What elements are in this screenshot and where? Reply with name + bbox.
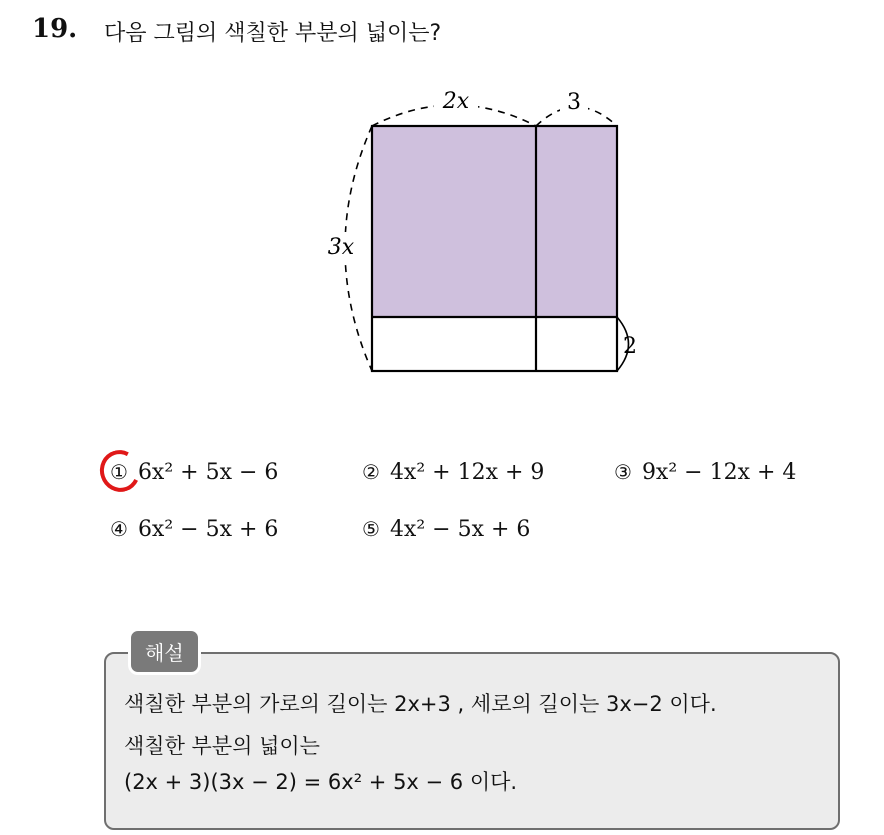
question-number: 19. xyxy=(32,14,78,44)
choice-5[interactable] xyxy=(362,517,530,542)
label-3: 3 xyxy=(567,90,581,115)
solution-line-3: (2x + 3)(3x − 2) = 6x² + 5x − 6 이다. xyxy=(124,770,518,794)
choice-1[interactable] xyxy=(110,460,278,485)
solution-line-2: 색칠한 부분의 넓이는 xyxy=(124,734,320,758)
choice-2[interactable] xyxy=(362,460,544,485)
choice-3-number: ③ xyxy=(614,460,632,484)
label-3x: 3x xyxy=(327,235,355,260)
choice-3[interactable] xyxy=(614,460,796,485)
choice-1-number: ① xyxy=(110,460,128,484)
choice-3-expression: 9x² − 12x + 4 xyxy=(641,460,797,485)
solution-tag: 해설 xyxy=(128,628,201,675)
shaded-region xyxy=(372,126,617,317)
choice-4-number: ④ xyxy=(110,517,128,541)
choice-1-expression: 6x² + 5x − 6 xyxy=(137,460,279,485)
label-2x: 2x xyxy=(442,89,470,114)
choice-5-number: ⑤ xyxy=(362,517,380,541)
choice-4-expression: 6x² − 5x + 6 xyxy=(137,517,279,542)
choice-2-expression: 4x² + 12x + 9 xyxy=(389,460,545,485)
choice-4[interactable] xyxy=(110,517,278,542)
choice-5-expression: 4x² − 5x + 6 xyxy=(389,517,531,542)
choice-2-number: ② xyxy=(362,460,380,484)
question-text: 다음 그림의 색칠한 부분의 넓이는? xyxy=(104,21,442,46)
solution-line-1: 색칠한 부분의 가로의 길이는 2x+3 , 세로의 길이는 3x−2 이다. xyxy=(124,692,717,716)
label-2: 2 xyxy=(623,334,637,359)
